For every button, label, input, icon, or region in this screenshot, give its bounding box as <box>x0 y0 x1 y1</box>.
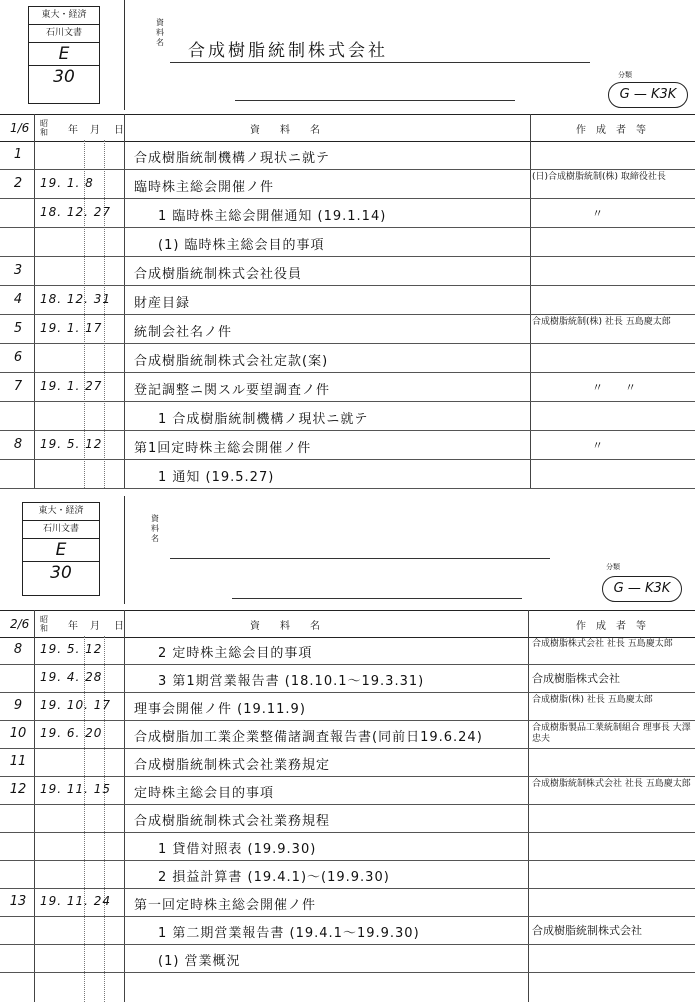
table-row <box>0 198 695 228</box>
row-title: 第1回定時株主総会開催ノ件 <box>134 441 312 456</box>
row-date: 19. 4. 28 <box>40 670 103 684</box>
table-row <box>0 888 695 917</box>
row-date: 19. 11. 15 <box>40 782 112 796</box>
table-row <box>0 944 695 973</box>
class-label: 分類 <box>618 71 632 79</box>
table-row <box>0 664 695 693</box>
table-row <box>0 860 695 889</box>
doc-name-label: 資料名 <box>156 18 164 47</box>
row-number: 1 <box>13 147 23 162</box>
table-row <box>0 169 695 199</box>
row-author: 〃 <box>592 207 603 220</box>
header-year: 年 <box>68 621 78 632</box>
header-no: 2/6 <box>10 617 30 631</box>
table-row <box>0 916 695 945</box>
row-author: 〃 <box>592 439 603 452</box>
row-title: 1 貸借対照表 (19.9.30) <box>158 842 317 857</box>
row-author: 合成樹脂株式会社 <box>532 672 620 685</box>
table-row <box>0 256 695 286</box>
table-row <box>0 314 695 344</box>
header-divider <box>124 496 125 604</box>
row-number: 7 <box>13 379 23 394</box>
header-day: 日 <box>114 125 124 136</box>
header-title: 資 料 名 <box>250 125 320 136</box>
class-code: G — K3K <box>602 576 682 602</box>
stamp-code-2: 30 <box>53 67 75 87</box>
stamp-code-2: 30 <box>50 563 72 583</box>
row-title: 財産目録 <box>134 296 191 311</box>
row-number: 6 <box>13 350 23 365</box>
row-title: 合成樹脂統制株式会社定款(案) <box>134 354 329 369</box>
row-number: 13 <box>9 894 27 909</box>
row-date: 19. 1. 17 <box>40 321 103 335</box>
row-author: 合成樹脂統制株式会社 <box>532 924 642 937</box>
header-author: 作 成 者 等 <box>576 621 646 632</box>
row-number: 9 <box>13 698 23 713</box>
table-row <box>0 692 695 721</box>
table-row <box>0 227 695 257</box>
header-divider <box>124 0 125 110</box>
row-title: 合成樹脂統制株式会社業務規定 <box>134 758 331 773</box>
header-year: 年 <box>68 125 78 136</box>
row-title: (1) 臨時株主総会目的事項 <box>158 238 325 253</box>
row-date: 19. 1. 27 <box>40 379 103 393</box>
row-title: 第一回定時株主総会開催ノ件 <box>134 898 317 913</box>
header-showa: 昭和 <box>40 119 48 137</box>
doc-name-label: 資料名 <box>151 514 159 543</box>
table-row <box>0 343 695 373</box>
row-date: 19. 11. 24 <box>40 894 112 908</box>
row-title: 1 第二期営業報告書 (19.4.1〜19.9.30) <box>158 926 420 941</box>
row-author: 合成樹脂株式会社 社長 五島慶太郎 <box>532 639 673 649</box>
table-row <box>0 285 695 315</box>
stamp-line-1: 東大・経済 <box>23 503 99 521</box>
index-card-1 <box>0 0 695 488</box>
row-title: 2 定時株主総会目的事項 <box>158 646 313 661</box>
row-number: 8 <box>13 642 23 657</box>
class-label: 分類 <box>606 563 620 571</box>
stamp-code-1: E <box>29 43 99 66</box>
doc-name-underline <box>170 558 550 559</box>
stamp-line-2: 石川文書 <box>29 25 99 43</box>
row-title: 登記調整ニ関スル要望調査ノ件 <box>134 383 331 398</box>
row-title: 合成樹脂統制株式会社業務規程 <box>134 814 331 829</box>
row-number: 12 <box>9 782 27 797</box>
row-date: 19. 5. 12 <box>40 642 103 656</box>
table-row <box>0 140 695 170</box>
row-title: 統制会社名ノ件 <box>134 325 233 340</box>
row-number: 2 <box>13 176 23 191</box>
row-title: 定時株主総会目的事項 <box>134 786 275 801</box>
header-day: 日 <box>114 621 124 632</box>
row-number: 11 <box>9 754 27 769</box>
doc-name: 合成樹脂統制株式会社 <box>188 41 388 61</box>
row-date: 19. 1. 8 <box>40 176 94 190</box>
row-title: 合成樹脂統制機構ノ現状ニ就テ <box>134 151 331 166</box>
table-row <box>0 401 695 431</box>
row-title: 合成樹脂統制株式会社役員 <box>134 267 303 282</box>
table-row <box>0 636 695 665</box>
row-number: 4 <box>13 292 23 307</box>
header-author: 作 成 者 等 <box>576 125 646 136</box>
row-author: (日)合成樹脂統制(株) 取締役社長 <box>532 172 666 182</box>
row-title: 1 臨時株主総会開催通知 (19.1.14) <box>158 209 387 224</box>
stamp-line-1: 東大・経済 <box>29 7 99 25</box>
table-row <box>0 832 695 861</box>
class-code: G — K3K <box>608 82 688 108</box>
header-showa: 昭和 <box>40 615 48 633</box>
header-month: 月 <box>90 621 100 632</box>
row-title: 理事会開催ノ件 (19.11.9) <box>134 702 306 717</box>
header-title: 資 料 名 <box>250 621 320 632</box>
archive-stamp <box>28 6 100 104</box>
row-title: 1 通知 (19.5.27) <box>158 470 275 485</box>
doc-name-underline-2 <box>235 100 515 101</box>
row-number: 10 <box>9 726 27 741</box>
table-header <box>0 114 695 142</box>
table-row <box>0 804 695 833</box>
archive-stamp <box>22 502 100 596</box>
row-number: 5 <box>13 321 23 336</box>
table-row <box>0 430 695 460</box>
table-row <box>0 372 695 402</box>
row-author: 合成樹脂統制株式会社 社長 五島慶太郎 <box>532 779 691 789</box>
row-date: 18. 12. 31 <box>40 292 112 306</box>
row-title: 合成樹脂加工業企業整備諸調査報告書(同前日19.6.24) <box>134 730 483 745</box>
row-title: (1) 営業概況 <box>158 954 241 969</box>
row-author: 〃 〃 <box>592 381 636 394</box>
table-header <box>0 610 695 638</box>
doc-name-underline-2 <box>232 598 522 599</box>
table-row <box>0 720 695 749</box>
row-author: 合成樹脂製品工業統制組合 理事長 大澤忠夫 <box>532 723 691 744</box>
index-card-2 <box>0 496 695 984</box>
row-title: 2 損益計算書 (19.4.1)〜(19.9.30) <box>158 870 390 885</box>
row-date: 19. 5. 12 <box>40 437 103 451</box>
table-row <box>0 459 695 489</box>
row-number: 8 <box>13 437 23 452</box>
row-author: 合成樹脂(株) 社長 五島慶太郎 <box>532 695 653 705</box>
stamp-code-1: E <box>23 539 99 562</box>
header-month: 月 <box>90 125 100 136</box>
doc-name-underline <box>170 62 590 63</box>
row-author: 合成樹脂統制(株) 社長 五島慶太郎 <box>532 317 671 327</box>
table-row <box>0 748 695 777</box>
row-title: 臨時株主総会開催ノ件 <box>134 180 275 195</box>
header-no: 1/6 <box>10 121 30 135</box>
stamp-line-2: 石川文書 <box>23 521 99 539</box>
row-title: 3 第1期営業報告書 (18.10.1〜19.3.31) <box>158 674 425 689</box>
row-date: 19. 10. 17 <box>40 698 112 712</box>
row-date: 19. 6. 20 <box>40 726 103 740</box>
row-title: 1 合成樹脂統制機構ノ現状ニ就テ <box>158 412 369 427</box>
row-number: 3 <box>13 263 23 278</box>
table-row <box>0 776 695 805</box>
row-date: 18. 12. 27 <box>40 205 112 219</box>
